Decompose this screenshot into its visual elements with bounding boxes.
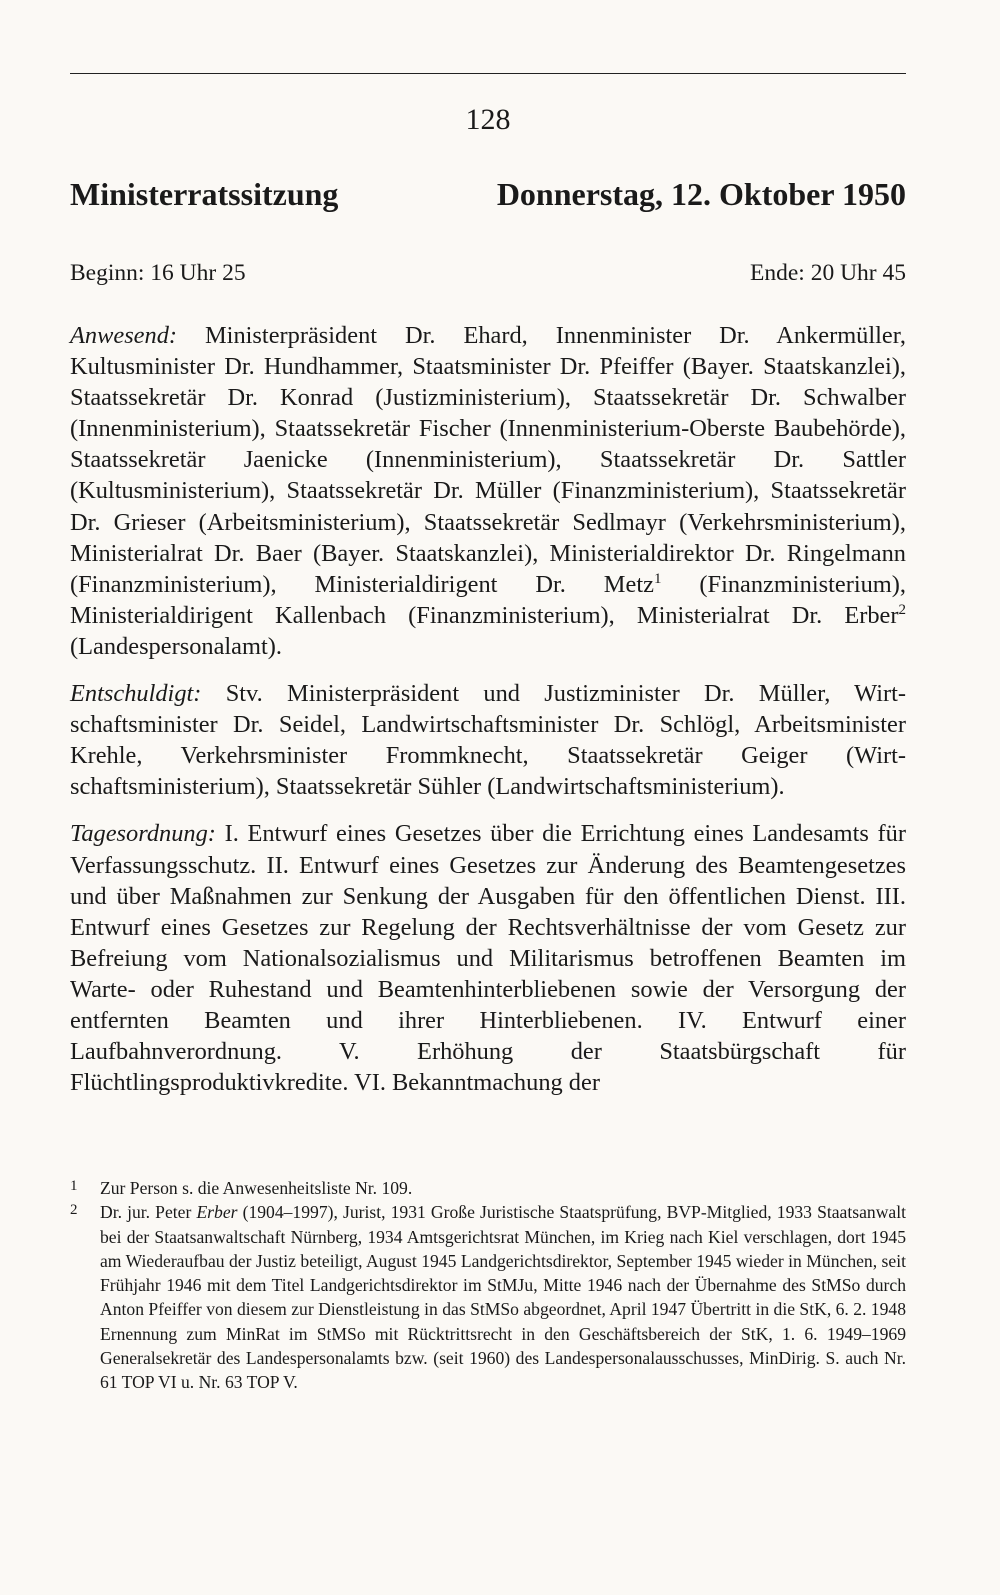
footnote-1 [70, 1176, 906, 1200]
agenda-text: I. Entwurf eines Gesetzes über die Errichtung eines Landesamts für Verfassungsschutz. II. Entwurf eines Gesetzes zur Änderung des Beamtengesetzes und über Maßnahmen zur Senkung der Ausgaben für den öffentlichen Dienst. III. Entwurf eines Gesetzes zur Regelung der Rechtsverhältnisse der vom Gesetz zur Befreiung vom Nationalsozialismus und Militarismus betroffenen Beamten im Warte- oder Ruhestand und Beamtenhinterbliebenen sowie der Versorgung der entfernten Beamten und ihrer Hinterbliebenen. IV. Entwurf einer Laufbahnverordnung. V. Erhöhung der Staatsbürgschaft für Flüchtlingsproduktivkredite. VI. Bekanntmachung der [70, 820, 906, 1097]
footnotes [70, 1176, 906, 1395]
begin-time: Beginn: 16 Uhr 25 [70, 260, 246, 286]
meeting-date: Donnerstag, 12. Oktober 1950 [496, 176, 906, 212]
agenda-label: Tagesordnung: [70, 820, 216, 848]
footnote-number: 1 [70, 1178, 78, 1194]
footnote-number: 2 [70, 1202, 78, 1219]
time-row [70, 258, 906, 288]
page-number: 128 [465, 103, 511, 136]
present-text-b: (Finanzministerium), Ministerialdirigent Kallenbach (Finanzministerium), Ministerialrat Dr. Erber [70, 570, 906, 629]
body-text [70, 320, 906, 1114]
footnote-ref-1: 1 [653, 570, 662, 587]
meeting-title: Ministerratssitzung [70, 176, 339, 212]
excused-label: Entschuldigt: [70, 680, 202, 708]
title-row [70, 174, 906, 214]
present-paragraph [70, 320, 906, 662]
document-page [70, 0, 906, 1595]
end-time: Ende: 20 Uhr 45 [750, 260, 906, 286]
footnote-ref-2: 2 [898, 601, 906, 618]
footnote-text: Zur Person s. die Anwesenheitsliste Nr. 109. [100, 1178, 413, 1198]
footnote-2 [70, 1200, 906, 1394]
present-label: Anwesend: [70, 322, 178, 349]
footnote-text [100, 1200, 906, 1394]
footnote-person-name: Erber [196, 1202, 238, 1223]
footnote-text-post: (1904–1997), Jurist, 1931 Große Juristische Staatsprüfung, BVP-Mitglied, 1933 Staatsanwalt bei der Staatsanwaltschaft Nürnberg, 1934 Amtsgerichtsrat München, im Krieg nach Kiel verschlagen, dort 1945 am Wiederaufbau der Justiz beteiligt, August 1945 Landgerichtsdirektor, September 1945 wieder in München, seit Frühjahr 1946 mit dem Titel Landgerichtsdirektor im StMJu, Mitte 1946 nach der Übernahme des StMSo durch Anton Pfeiffer von diesem zur Dienstleistung in das StMSo abgeordnet, April 1947 Übertritt in die StK, 6. 2. 1948 Ernennung zum MinRat im StMSo mit Rücktrittsrecht in den Geschäftsbereich der StK, 1. 6. 1949–1969 Generalsekretär des Landespersonalamts bzw. (seit 1960) des Landespersonalausschusses, MinDirig. S. auch Nr. 61 TOP VI u. Nr. 63 TOP V. [100, 1202, 906, 1393]
present-text-a: Ministerpräsident Dr. Ehard, Innenminister Dr. Ankermüller, Kultusminister Dr. Hundhammer, Staatsminister Dr. Pfeiffer (Bayer. Staatskanzlei), Staatssekretär Dr. Konrad (Justizministerium), Staatssekretär Dr. Schwalber (Innenministerium), Staatssekretär Fischer (Innenministerium-Oberste Baubehörde), Staatssekretär Jaenicke (Innenministerium), Staatssekretär Dr. Sattler (Kultusministerium), Staatssekretär Dr. Müller (Finanzministerium), Staatssekretär Dr. Grieser (Arbeitsministerium), Staatssekretär Sedlmayr (Verkehrsministerium), Ministerialrat Dr. Baer (Bayer. Staatskanzlei), Ministerialdirektor Dr. Ringelmann (Finanzministerium), Ministerialdirigent Dr. Metz [70, 322, 906, 598]
excused-paragraph [70, 678, 906, 802]
present-text-c: (Landespersonalamt). [70, 632, 282, 660]
excused-text: Stv. Ministerpräsident und Justizminister Dr. Müller, Wirtschaftsminister Dr. Seidel, Landwirtschaftsminister Dr. Schlögl, Arbeitsminister Krehle, Verkehrsminister Frommknecht, Staatssekretär Geiger (Wirtschaftsministerium), Staatssekretär Sühler (Landwirtschaftsministerium). [70, 680, 906, 801]
agenda-paragraph [70, 818, 906, 1098]
footnote-text-pre: Dr. jur. Peter [100, 1202, 197, 1223]
header-rule [70, 73, 906, 74]
